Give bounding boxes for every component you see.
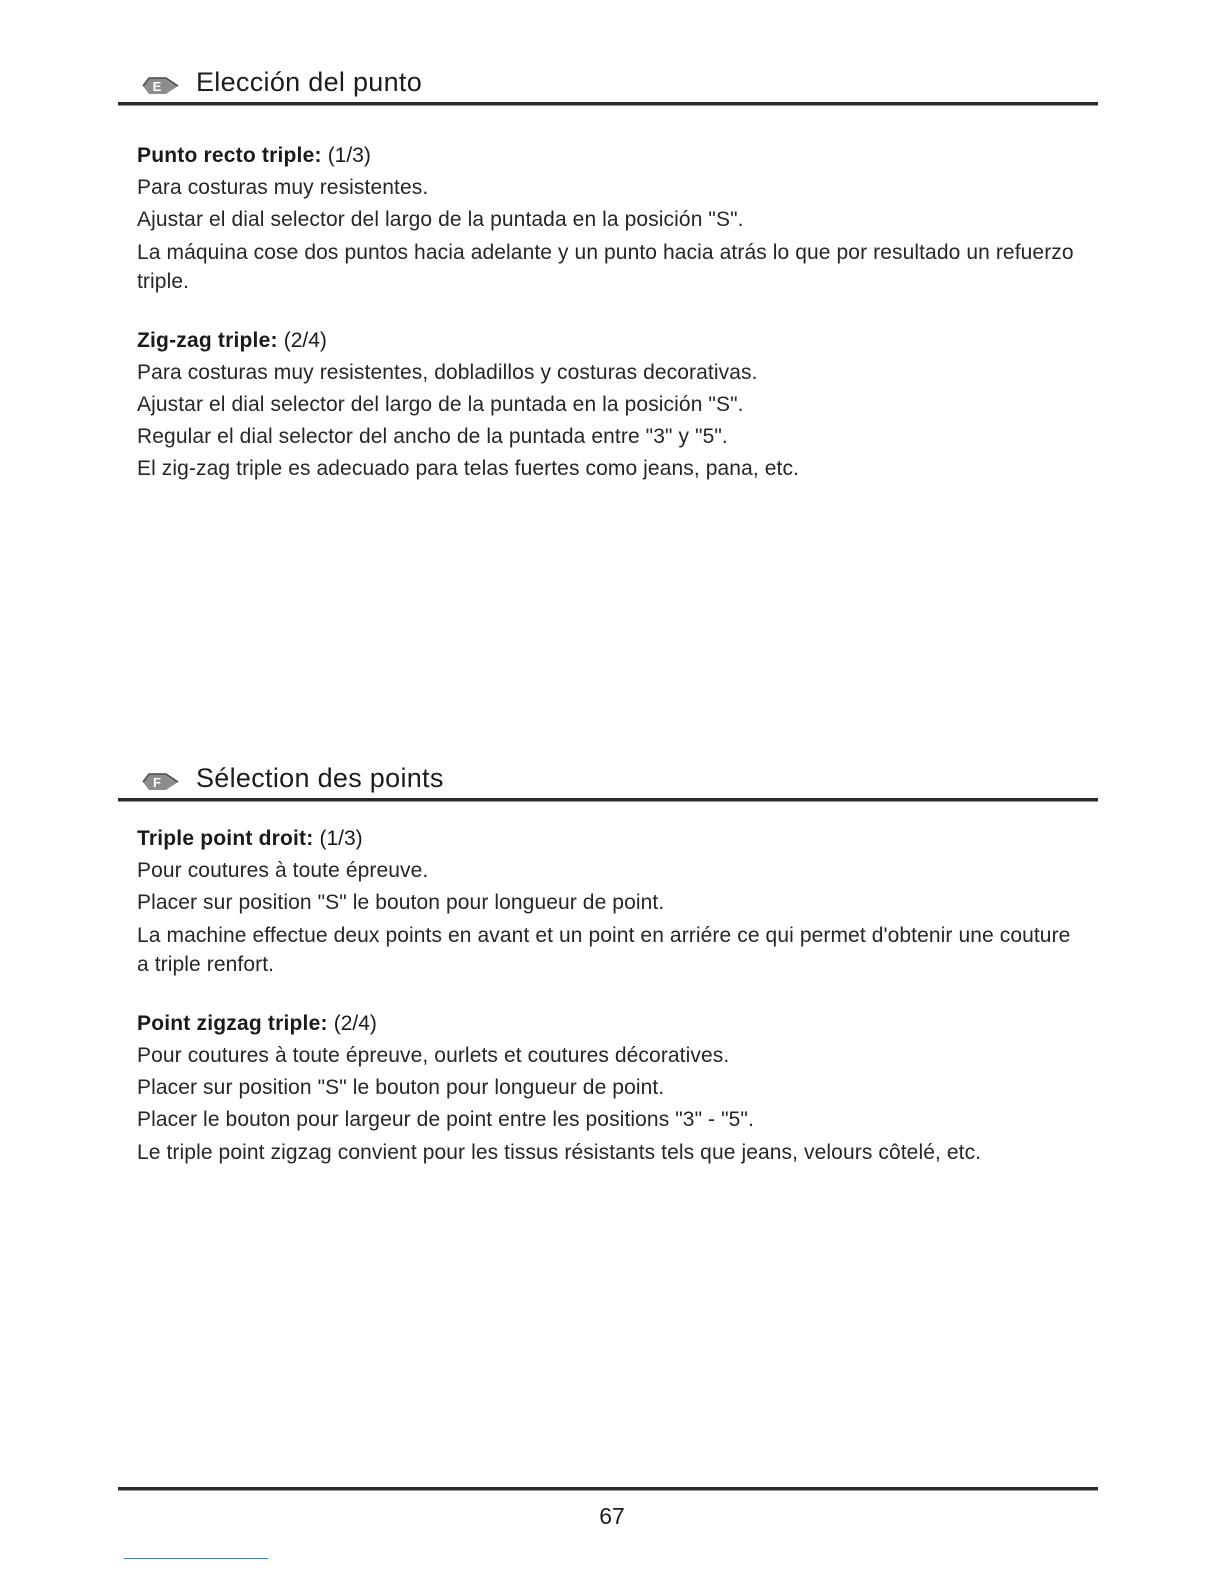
instruction-line: Regular el dial selector del ancho de la puntada entre "3" y "5". bbox=[137, 425, 728, 448]
badge-letter: F bbox=[153, 775, 161, 790]
badge-letter: E bbox=[152, 79, 162, 94]
instruction-line: Ajustar el dial selector del largo de la puntada en la posición "S". bbox=[137, 208, 744, 231]
instruction-line: Pour coutures à toute épreuve. bbox=[137, 859, 429, 882]
stitch-code: (2/4) bbox=[283, 329, 327, 352]
stitch-code: (2/4) bbox=[333, 1012, 377, 1035]
section-french bbox=[118, 758, 1098, 1164]
stitch-label: Punto recto triple: bbox=[137, 144, 322, 167]
section-title: Elección del punto bbox=[196, 67, 423, 97]
instruction-line: Pour coutures à toute épreuve, ourlets et coutures décoratives. bbox=[137, 1044, 730, 1067]
section-spanish bbox=[118, 62, 1098, 480]
stitch-entry bbox=[137, 140, 1082, 296]
arrow-badge-icon bbox=[140, 770, 180, 794]
stitch-label: Triple point droit: bbox=[137, 827, 314, 850]
stitch-entry bbox=[137, 1008, 1082, 1167]
instruction-line: La máquina cose dos puntos hacia adelante y un punto hacia atrás lo que por resultado un refuerzo triple. bbox=[137, 241, 1074, 293]
instruction-line: Placer le bouton pour largeur de point entre les positions "3" - "5". bbox=[137, 1108, 754, 1131]
instruction-line: El zig-zag triple es adecuado para telas fuertes como jeans, pana, etc. bbox=[137, 457, 799, 480]
instruction-line: Placer sur position "S" le bouton pour longueur de point. bbox=[137, 1076, 665, 1099]
footer-divider bbox=[118, 1487, 1098, 1490]
stitch-label: Point zigzag triple: bbox=[137, 1012, 328, 1035]
stitch-code: (1/3) bbox=[327, 144, 371, 167]
section-header bbox=[118, 62, 1098, 105]
stitch-entry bbox=[137, 823, 1082, 979]
instruction-line: Ajustar el dial selector del largo de la puntada en la posición "S". bbox=[137, 393, 744, 416]
instruction-line: Placer sur position "S" le bouton pour longueur de point. bbox=[137, 891, 665, 914]
stitch-entry bbox=[137, 325, 1082, 485]
instruction-line: Para costuras muy resistentes, dobladillos y costuras decorativas. bbox=[137, 361, 758, 384]
stitch-label: Zig-zag triple: bbox=[137, 329, 278, 352]
corner-divider bbox=[124, 1558, 268, 1559]
instruction-line: La machine effectue deux points en avant et un point en arriére ce qui permet d'obtenir une couture a triple renfort. bbox=[137, 924, 1071, 976]
page-number: 67 bbox=[599, 1503, 625, 1529]
stitch-code: (1/3) bbox=[319, 827, 363, 850]
arrow-badge-icon bbox=[140, 74, 180, 98]
instruction-line: Le triple point zigzag convient pour les tissus résistants tels que jeans, velours côtelé, etc. bbox=[137, 1141, 982, 1164]
instruction-line: Para costuras muy resistentes. bbox=[137, 176, 429, 199]
section-header bbox=[118, 758, 1098, 801]
section-title: Sélection des points bbox=[196, 763, 444, 793]
